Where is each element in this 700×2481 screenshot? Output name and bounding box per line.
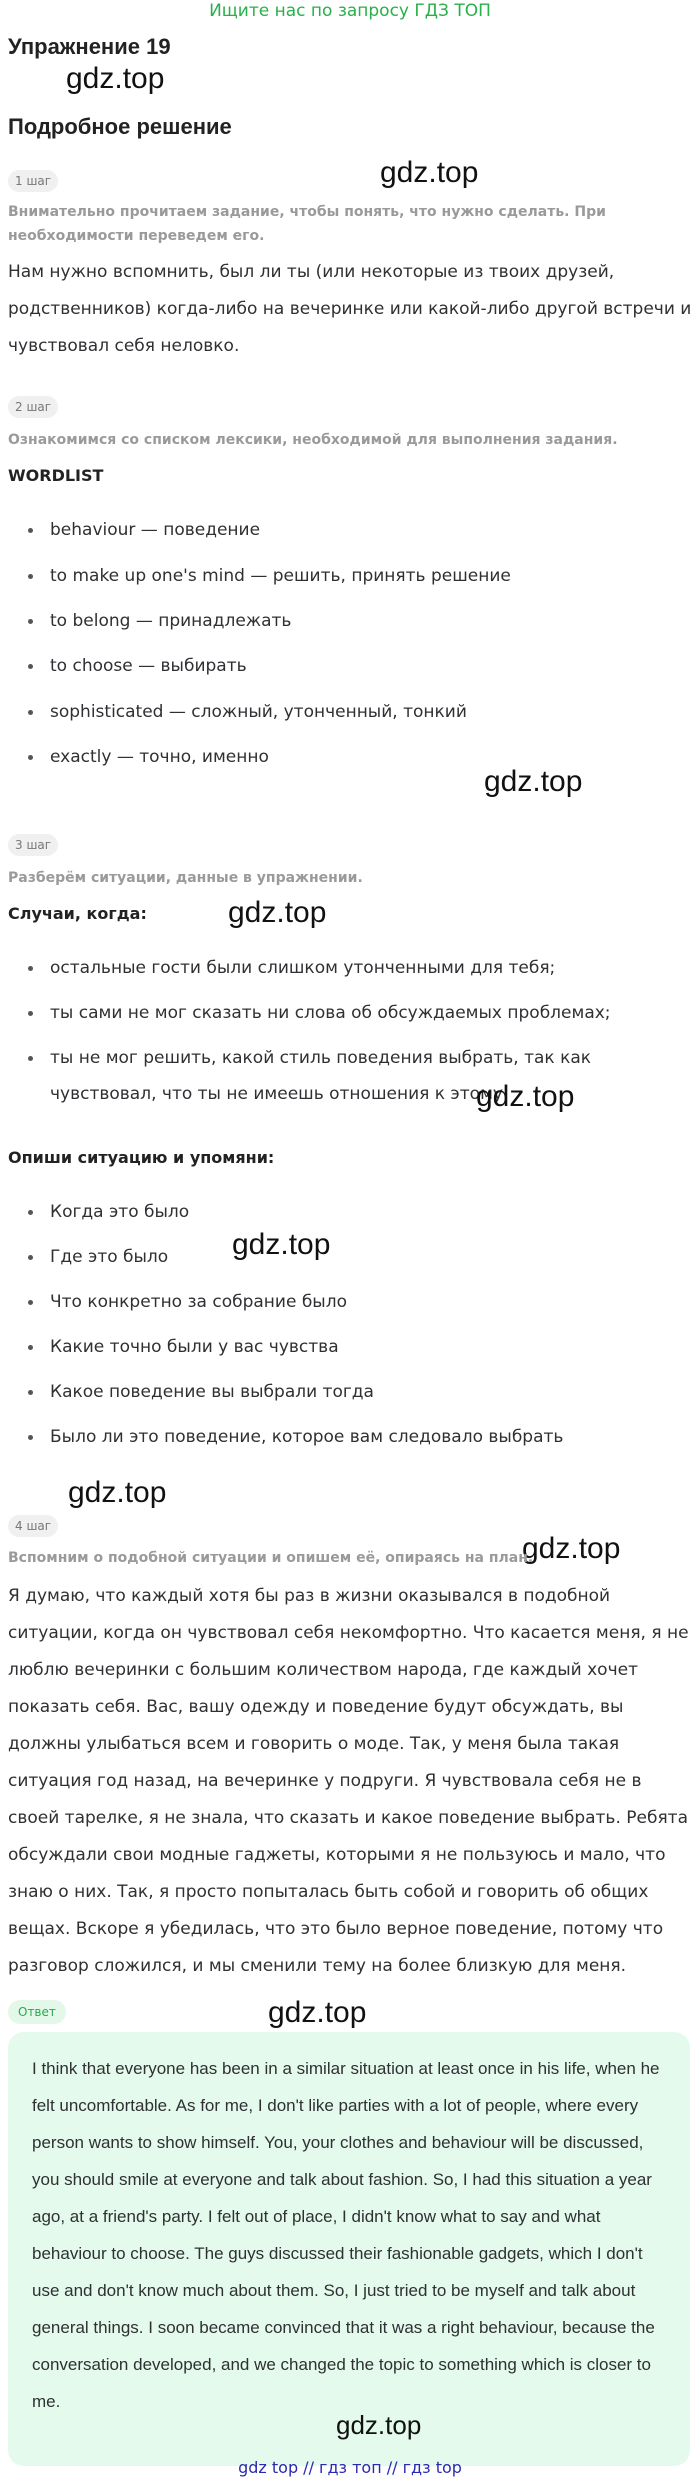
step-badge: 1 шаг [8, 170, 58, 192]
watermark: gdz.top [228, 896, 327, 929]
situation-heading: Опиши ситуацию и упомяни: [8, 1148, 275, 1167]
watermark: gdz.top [268, 1996, 367, 2029]
list-item: ты сами не мог сказать ни слова об обсуждаемых проблемах; [28, 995, 688, 1031]
step-hint: Вспомним о подобной ситуации и опишем её, опираясь на план. [8, 1550, 534, 1566]
list-item: Что конкретно за собрание было [28, 1284, 688, 1320]
list-item: Какое поведение вы выбрали тогда [28, 1374, 688, 1410]
section-title: Подробное решение [8, 114, 232, 139]
answer-badge: Ответ [8, 2000, 66, 2024]
watermark: gdz.top [232, 1228, 331, 1261]
watermark: gdz.top [66, 62, 165, 95]
page-title: Упражнение 19 [8, 34, 171, 59]
step-badge: 3 шаг [8, 834, 58, 856]
list-item: Было ли это поведение, которое вам следовало выбрать [28, 1419, 688, 1455]
watermark: gdz.top [484, 765, 583, 798]
list-item: Когда это было [28, 1194, 688, 1230]
step-badge: 4 шаг [8, 1515, 58, 1537]
step-hint: Внимательно прочитаем задание, чтобы понять, что нужно сделать. При необходимости переведем его. [8, 204, 606, 244]
cases-heading: Случаи, когда: [8, 904, 147, 923]
list-item: exactly — точно, именно [28, 739, 688, 775]
answer-text: I think that everyone has been in a similar situation at least once in his life, when he felt uncomfortable. As for me, I don't like parties with a lot of people, where every person wants to show himself. You, your clothes and behaviour will be discussed, you should smile at everyone and talk about fashion. So, I had this situation a year ago, at a friend's party. I felt out of place, I didn't know what to say and what behaviour to choose. The guys discussed their fashionable gadgets, which I don't use and don't know much about them. So, I just tried to be myself and talk about general things. I soon became convinced that it was a right behaviour, because the conversation developed, and we changed the topic to something which is closer to me. [32, 2059, 660, 2411]
watermark: gdz.top [68, 1476, 167, 1509]
watermark: gdz.top [380, 156, 479, 189]
list-item: to belong — принадлежать [28, 603, 688, 639]
search-hint-link[interactable]: Ищите нас по запросу ГДЗ ТОП [209, 1, 491, 21]
list-item: ты не мог решить, какой стиль поведения выбрать, так как чувствовал, что ты не имеешь отношения к этому. [28, 1040, 688, 1112]
list-item: Какие точно были у вас чувства [28, 1329, 688, 1365]
step-hint: Ознакомимся со списком лексики, необходимой для выполнения задания. [8, 432, 618, 448]
watermark: gdz.top [336, 2410, 422, 2440]
list-item: to choose — выбирать [28, 648, 688, 684]
step-badge: 2 шаг [8, 396, 58, 418]
step-text: Я думаю, что каждый хотя бы раз в жизни оказывался в подобной ситуации, когда он чувствовал себя некомфортно. Что касается меня, я не люблю вечеринки с большим количеством народа, где каждый хочет показать себя. Вас, вашу одежду и поведение будут обсуждать, вы должны улыбаться всем и говорить о моде. Так, у меня была такая ситуация год назад, на вечеринке у подруги. Я чувствовала себя не в своей тарелке, я не знала, что сказать и какое поведение выбрать. Ребята обсуждали свои модные гаджеты, которыми я не пользуюсь и мало, что знаю о них. Так, я просто попыталась быть собой и говорить об общих вещах. Вскоре я убедилась, что это было верное поведение, потому что разговор сложился, и мы сменили тему на более близкую для меня. [8, 1586, 689, 1976]
step-hint: Разберём ситуации, данные в упражнении. [8, 870, 363, 886]
step-text: Нам нужно вспомнить, был ли ты (или некоторые из твоих друзей, родственников) когда-либо на вечеринке или какой-либо другой встречи и чувствовал себя неловко. [8, 262, 692, 356]
watermark: gdz.top [476, 1080, 575, 1113]
footer-links[interactable]: gdz top // гдз топ // гдз top [238, 2458, 462, 2477]
list-item: остальные гости были слишком утонченными для тебя; [28, 950, 688, 986]
list-item: Где это было [28, 1239, 688, 1275]
list-item: sophisticated — сложный, утонченный, тонкий [28, 694, 688, 730]
wordlist-heading: WORDLIST [8, 466, 104, 485]
list-item: to make up one's mind — решить, принять решение [28, 558, 688, 594]
list-item: behaviour — поведение [28, 512, 688, 548]
watermark: gdz.top [522, 1532, 621, 1565]
